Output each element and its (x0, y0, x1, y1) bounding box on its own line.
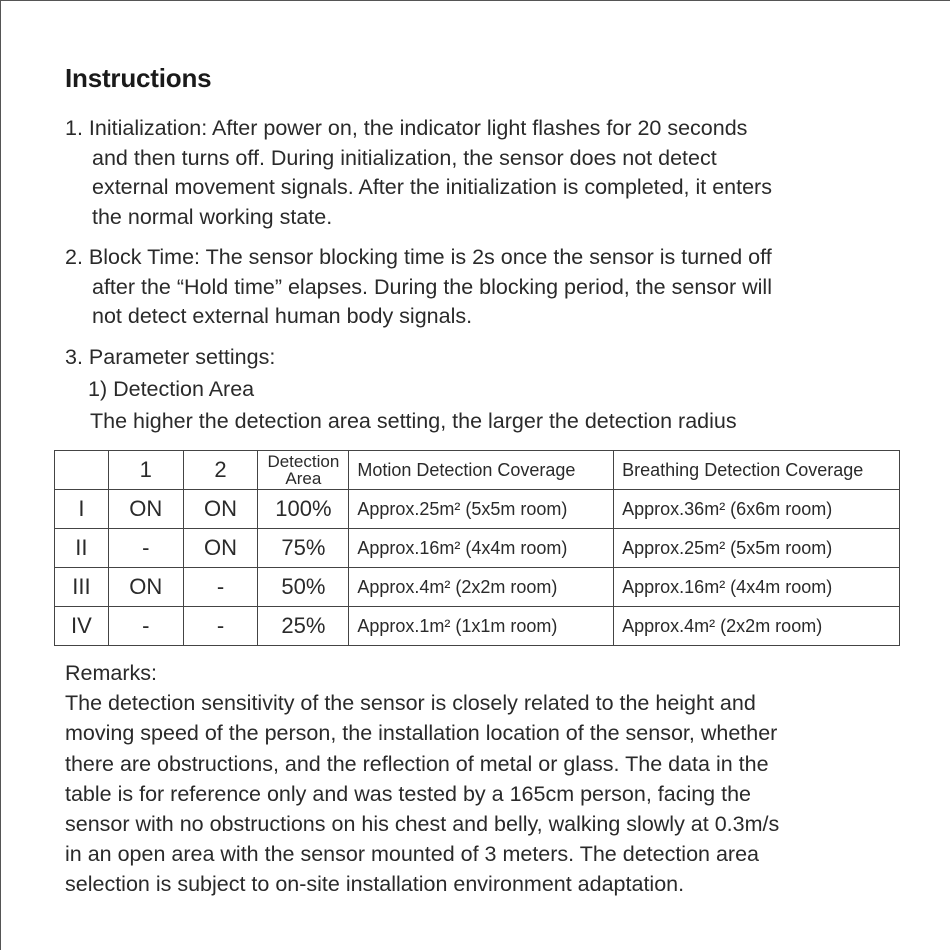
remarks-line: moving speed of the person, the installation location of the sensor, whether (65, 721, 778, 746)
table-cell: Approx.16m² (4x4m room) (614, 568, 900, 607)
subsection-description: The higher the detection area setting, the larger the detection radius (90, 408, 737, 433)
table-cell: ON (108, 568, 183, 607)
paragraph-line: and then turns off. During initialization, the sensor does not detect (92, 145, 717, 170)
table-cell: Approx.36m² (6x6m room) (614, 490, 900, 529)
header-cell: Motion Detection Coverage (349, 451, 614, 490)
remarks-line: in an open area with the sensor mounted of 3 meters. The detection area (65, 842, 760, 867)
table-cell: ON (183, 490, 258, 529)
paragraph-line: 1. Initialization: After power on, the indicator light flashes for 20 seconds (65, 116, 748, 140)
header-text: Detection (267, 452, 340, 471)
table-cell: IV (55, 607, 109, 646)
table-cell: 100% (258, 490, 349, 529)
paragraph-line: the normal working state. (92, 204, 333, 229)
table-cell: 75% (258, 529, 349, 568)
paragraph-line: after the “Hold time” elapses. During the blocking period, the sensor will (92, 274, 772, 299)
table-cell: ON (108, 490, 183, 529)
table-row (55, 568, 900, 607)
detection-area-table (54, 450, 900, 646)
table-row (55, 490, 900, 529)
remarks-heading: Remarks: (65, 661, 157, 685)
table-cell: Approx.1m² (1x1m room) (349, 607, 614, 646)
table-cell: Approx.25m² (5x5m room) (349, 490, 614, 529)
remarks-section (65, 658, 905, 900)
paragraph-line: not detect external human body signals. (92, 304, 473, 328)
table-header-row (55, 451, 900, 490)
table-cell: - (108, 607, 183, 646)
table-cell: - (183, 607, 258, 646)
section-parameter-settings (65, 343, 895, 437)
remarks-line: table is for reference only and was tested by a 165cm person, facing the (65, 781, 752, 806)
section-heading: 3. Parameter settings: (65, 345, 276, 369)
remarks-line: there are obstructions, and the reflection of metal or glass. The data in the (65, 751, 769, 776)
header-cell (55, 451, 109, 490)
paragraph-line: external movement signals. After the initialization is completed, it enters (92, 175, 772, 199)
header-cell: 1 (108, 451, 183, 490)
table-cell: II (55, 529, 109, 568)
table-row (55, 529, 900, 568)
table-cell: Approx.4m² (2x2m room) (349, 568, 614, 607)
subsection-heading: 1) Detection Area (88, 376, 255, 401)
page-title: Instructions (65, 63, 212, 93)
header-cell-detection-area (258, 451, 349, 490)
table-cell: - (108, 529, 183, 568)
table-cell: I (55, 490, 109, 529)
section-block-time (65, 243, 895, 332)
table-row (55, 607, 900, 646)
header-cell: 2 (183, 451, 258, 490)
table-cell: III (55, 568, 109, 607)
remarks-line: sensor with no obstructions on his chest and belly, walking slowly at 0.3m/s (65, 812, 780, 837)
table-cell: Approx.4m² (2x2m room) (614, 607, 900, 646)
table-cell: 50% (258, 568, 349, 607)
remarks-line: selection is subject to on-site installation environment adaptation. (65, 872, 685, 897)
paragraph-line: 2. Block Time: The sensor blocking time is 2s once the sensor is turned off (65, 245, 772, 269)
remarks-line: The detection sensitivity of the sensor is closely related to the height and (65, 691, 756, 716)
table-cell: Approx.25m² (5x5m room) (614, 529, 900, 568)
header-text: Area (285, 469, 322, 488)
section-initialization (65, 114, 895, 232)
table-cell: ON (183, 529, 258, 568)
header-cell: Breathing Detection Coverage (614, 451, 900, 490)
table-cell: Approx.16m² (4x4m room) (349, 529, 614, 568)
table-cell: - (183, 568, 258, 607)
table-cell: 25% (258, 607, 349, 646)
